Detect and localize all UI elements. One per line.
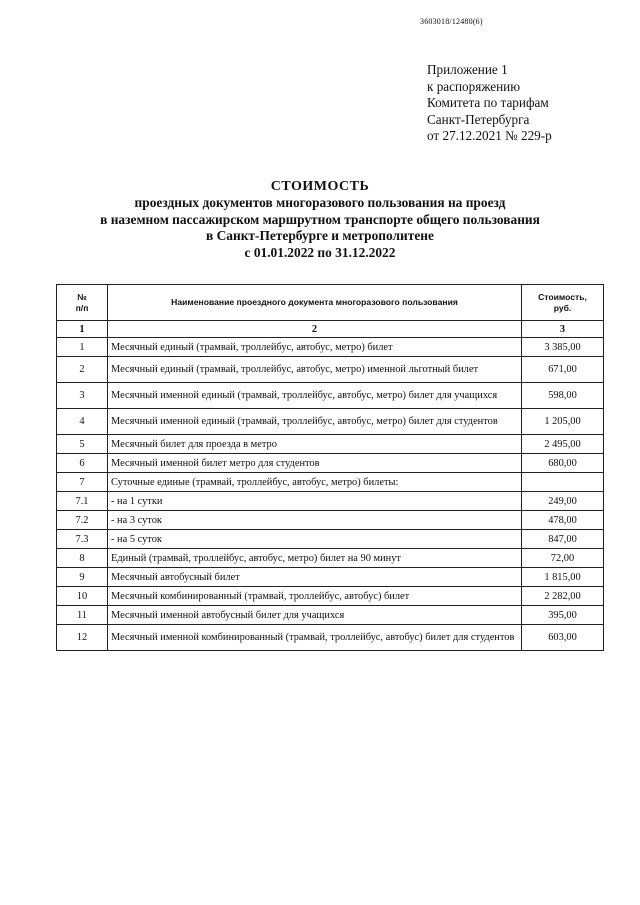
row-number: 5 <box>57 435 108 454</box>
header-document-name: Наименование проездного документа многоразового пользования <box>108 285 522 321</box>
table-row <box>57 409 604 435</box>
row-document-name: Месячный именной единый (трамвай, троллейбус, автобус, метро) билет для учащихся <box>108 383 522 409</box>
row-document-name: Месячный именной билет метро для студентов <box>108 454 522 473</box>
table-row <box>57 357 604 383</box>
row-price: 395,00 <box>522 606 604 625</box>
row-number: 7 <box>57 473 108 492</box>
header-number <box>57 285 108 321</box>
document-title <box>0 179 640 261</box>
row-document-name: Месячный именной единый (трамвай, троллейбус, автобус, метро) билет для студентов <box>108 409 522 435</box>
appendix-line: Приложение 1 <box>427 62 508 77</box>
header-number-line1: № <box>77 291 87 302</box>
row-price: 2 495,00 <box>522 435 604 454</box>
column-index-row <box>57 321 604 338</box>
column-index: 1 <box>57 321 108 338</box>
row-document-name: - на 5 суток <box>108 530 522 549</box>
appendix-line: Комитета по тарифам <box>427 95 549 111</box>
row-number: 8 <box>57 549 108 568</box>
row-price: 1 205,00 <box>522 409 604 435</box>
row-document-name: Месячный именной комбинированный (трамвай, троллейбус, автобус) билет для студентов <box>108 625 522 651</box>
table-row <box>57 435 604 454</box>
title-line: в наземном пассажирском маршрутном транспорте общего пользования <box>100 211 540 227</box>
row-number: 6 <box>57 454 108 473</box>
table-row <box>57 473 604 492</box>
row-price: 72,00 <box>522 549 604 568</box>
row-price: 847,00 <box>522 530 604 549</box>
row-document-name: Месячный комбинированный (трамвай, троллейбус, автобус) билет <box>108 587 522 606</box>
row-price <box>522 473 604 492</box>
row-number: 2 <box>57 357 108 383</box>
row-document-name: - на 3 суток <box>108 511 522 530</box>
title-period: с 01.01.2022 по 31.12.2022 <box>244 244 396 260</box>
header-price-line1: Стоимость, <box>538 291 587 302</box>
appendix-reference-block <box>427 62 552 145</box>
row-document-name: Месячный именной автобусный билет для учащихся <box>108 606 522 625</box>
row-document-name: Месячный единый (трамвай, троллейбус, автобус, метро) именной льготный билет <box>108 357 522 383</box>
row-document-name: Месячный единый (трамвай, троллейбус, автобус, метро) билет <box>108 338 522 357</box>
row-number: 10 <box>57 587 108 606</box>
column-index: 2 <box>108 321 522 338</box>
table-row <box>57 530 604 549</box>
header-price <box>522 285 604 321</box>
title-line: проездных документов многоразового пользования на проезд <box>134 195 506 211</box>
document-registration-number: 3603018/12480(6) <box>420 17 483 26</box>
row-document-name: Месячный автобусный билет <box>108 568 522 587</box>
appendix-line: к распоряжению <box>427 78 521 94</box>
row-number: 11 <box>57 606 108 625</box>
row-number: 12 <box>57 625 108 651</box>
table-row <box>57 568 604 587</box>
row-price: 598,00 <box>522 383 604 409</box>
table-row <box>57 492 604 511</box>
title-line: в Санкт-Петербурге и метрополитене <box>206 228 434 244</box>
column-index: 3 <box>522 321 604 338</box>
row-price: 249,00 <box>522 492 604 511</box>
title-main: СТОИМОСТЬ <box>270 179 370 194</box>
table-row <box>57 625 604 651</box>
row-document-name: Единый (трамвай, троллейбус, автобус, метро) билет на 90 минут <box>108 549 522 568</box>
row-number: 7.1 <box>57 492 108 511</box>
row-number: 7.2 <box>57 511 108 530</box>
row-document-name: Месячный билет для проезда в метро <box>108 435 522 454</box>
appendix-line: Санкт-Петербурга <box>427 111 530 127</box>
table-row <box>57 511 604 530</box>
row-price: 1 815,00 <box>522 568 604 587</box>
row-number: 1 <box>57 338 108 357</box>
row-document-name: - на 1 сутки <box>108 492 522 511</box>
appendix-line: от 27.12.2021 № 229-р <box>427 128 552 144</box>
row-number: 9 <box>57 568 108 587</box>
row-document-name: Суточные единые (трамвай, троллейбус, автобус, метро) билеты: <box>108 473 522 492</box>
row-price: 680,00 <box>522 454 604 473</box>
table-row <box>57 338 604 357</box>
header-price-line2: руб. <box>553 302 572 313</box>
table-header-row <box>57 285 604 321</box>
row-price: 3 385,00 <box>522 338 604 357</box>
row-number: 3 <box>57 383 108 409</box>
row-number: 7.3 <box>57 530 108 549</box>
price-table <box>56 284 604 651</box>
row-number: 4 <box>57 409 108 435</box>
table-row <box>57 549 604 568</box>
table-row <box>57 606 604 625</box>
table-row <box>57 454 604 473</box>
row-price: 671,00 <box>522 357 604 383</box>
header-number-line2: п/п <box>75 302 89 313</box>
row-price: 2 282,00 <box>522 587 604 606</box>
table-row <box>57 587 604 606</box>
table-row <box>57 383 604 409</box>
row-price: 603,00 <box>522 625 604 651</box>
row-price: 478,00 <box>522 511 604 530</box>
